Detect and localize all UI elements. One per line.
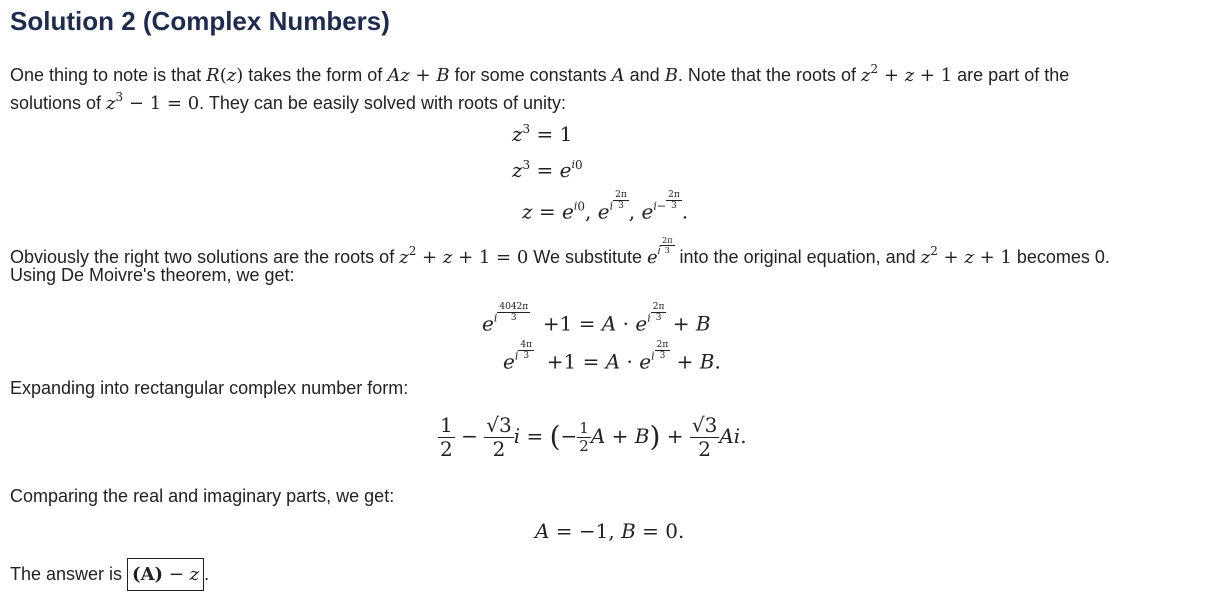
equation-z-roots: $z = e^{i0}$, $e^i$ $\frac{2\pi}{3}$ , $e^{i-}$ $\frac{2\pi}{3}$ . (522, 190, 689, 224)
page-title: Solution 2 (Complex Numbers) (10, 6, 390, 36)
math-Az-plus-B: Az (387, 65, 410, 86)
equation-solution: A = −1, B = 0. (535, 519, 685, 543)
math-z2-z-1: z (861, 65, 871, 86)
equation-z3-eq-1: $z^3 = 1$ (512, 122, 573, 146)
math-e-i-2pi-3: e (647, 247, 658, 269)
math-z3-minus-1: z (106, 93, 116, 114)
paragraph-expanding: Expanding into rectangular complex number form: (10, 378, 409, 398)
paragraph-de-moivre: Using De Moivre's theorem, we get: (10, 265, 295, 285)
paragraph-intro: One thing to note is that R(z) takes the form of Az + B for some constants A and B. Note that the roots of $z^2 + z + 1$ are part of the (10, 62, 1070, 86)
equation-rectangular: $\frac{1}{2}$ − $\frac{√3}{2}$ i = (− $\frac{1}{2}$ A + B) + $\frac{√3}{2}$ Ai. (440, 413, 747, 461)
equation-de-moivre-2: $e^i$ $\frac{4\pi}{3}$ $+1 = A \cdot e^i$ $\frac{2\pi}{3}$ + B. (503, 340, 721, 374)
answer-box: (A) − z (127, 558, 204, 591)
paragraph-intro-line2: solutions of $z^3 - 1 = 0$. They can be easily solved with roots of unity: (10, 90, 567, 114)
equation-z3-eq-ei0: $z^3 = e^{i0}$ (512, 158, 583, 182)
paragraph-comparing: Comparing the real and imaginary parts, we get: (10, 486, 395, 506)
answer-line: The answer is (A) − z . (10, 558, 209, 591)
math-R-of-z: R (206, 65, 220, 86)
paragraph-substitute: Obviously the right two solutions are the roots of $z^2 + z + 1 = 0$ We substitute $e^i$ $\frac{2\pi}{3}$ into the original equation, and $z^2 + z + 1$ becomes 0. (10, 236, 1110, 269)
equation-de-moivre-1: $e^i$ $\frac{4042\pi}{3}$ $+1 = A \cdot e^i$ $\frac{2\pi}{3}$ + B (482, 302, 711, 336)
